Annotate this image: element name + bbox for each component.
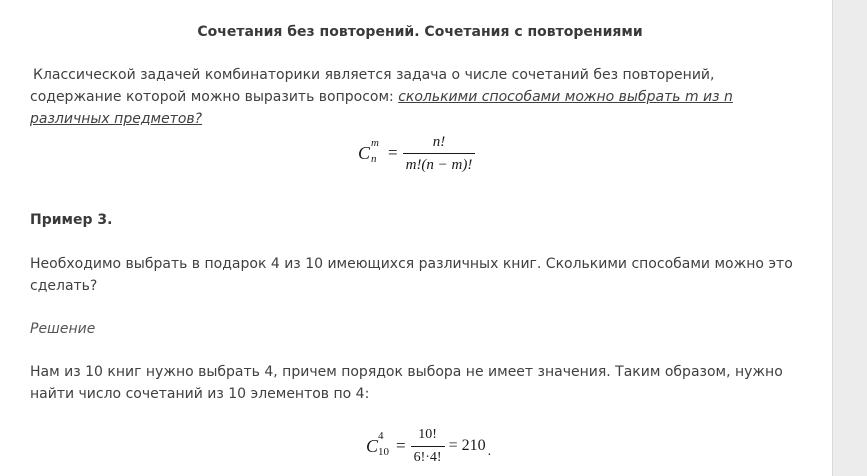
- intro-text: Классической задачей комбинаторики является задача о числе сочетаний без повторений, содержание которой можно выразить вопросом:: [30, 67, 715, 105]
- formula2-equals: =: [396, 436, 406, 455]
- formula2-result: = 210: [448, 437, 486, 454]
- intro-link[interactable]: сколькими способами можно выбрать m из n различных предметов?: [30, 89, 733, 127]
- formula2-sub: 10: [378, 445, 389, 458]
- formula2-sup: 4: [378, 429, 384, 442]
- formula1-equals: =: [388, 143, 398, 162]
- solution-text: Нам из 10 книг нужно выбрать 4, причем порядок выбора не имеет значения. Таким образом, нужно найти число сочетаний из 10 элементов по 4:: [30, 364, 783, 402]
- formula2-denominator: 6!·4!: [411, 446, 445, 467]
- example-formula: [366, 426, 491, 466]
- formula1-sub: n: [371, 152, 377, 165]
- combination-formula: [358, 130, 475, 176]
- formula2-fraction: [411, 426, 445, 467]
- intro-paragraph: [30, 64, 800, 130]
- formula1-denominator: m!(n − m)!: [403, 153, 476, 174]
- formula1-numerator: n!: [432, 133, 446, 150]
- example-text: Необходимо выбрать в подарок 4 из 10 имеющихся различных книг. Сколькими способами можно это сделать?: [30, 256, 793, 294]
- example-heading: Пример 3.: [30, 212, 113, 228]
- formula2-period: .: [487, 444, 492, 459]
- formula1-symbol: C m n: [358, 136, 379, 165]
- article-title: Сочетания без повторений. Сочетания с повторениями: [197, 24, 643, 40]
- formula2-symbol: C 4 10: [366, 429, 389, 458]
- formula1-sup: m: [371, 136, 379, 149]
- solution-label: Решение: [30, 321, 96, 337]
- formula1-fraction: [403, 133, 476, 174]
- formula2-numerator: 10!: [418, 426, 437, 442]
